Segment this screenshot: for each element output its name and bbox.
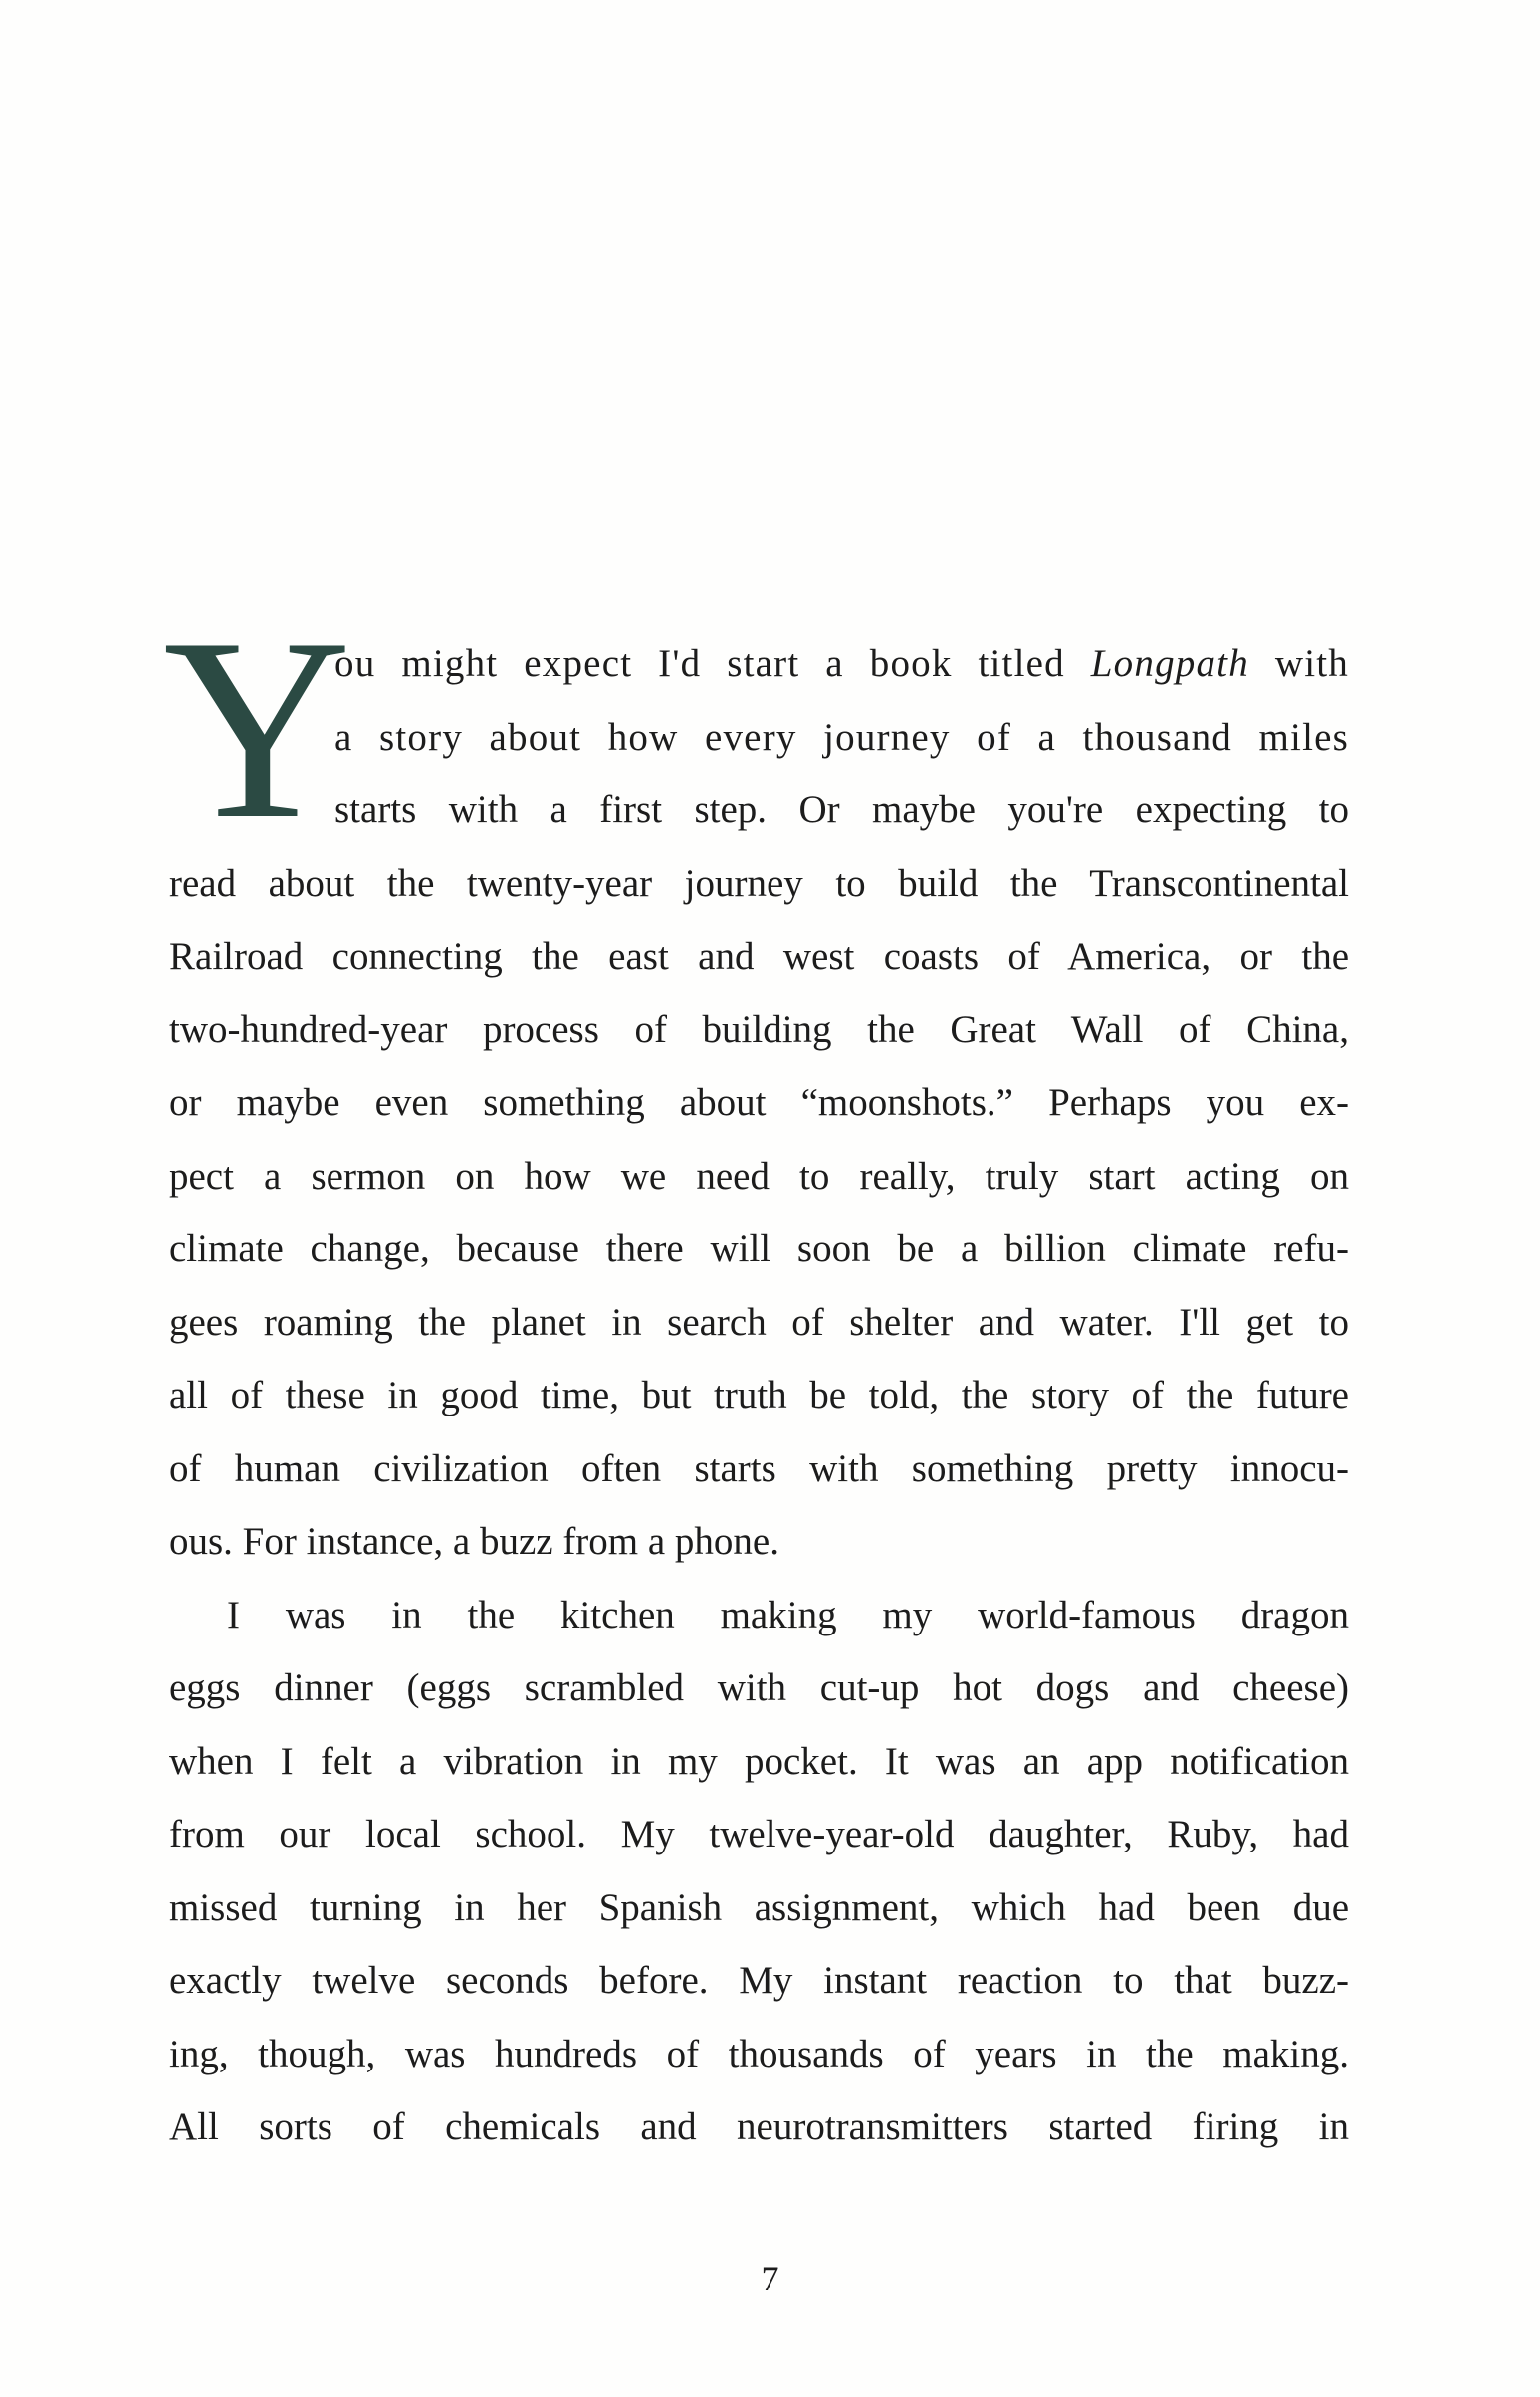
text-line: when I felt a vibration in my pocket. It was an app notification (169, 1739, 1349, 1783)
paragraph-2 (169, 1579, 1349, 2164)
body-text (163, 584, 1349, 2164)
text-line: two-hundred-year process of building the Great Wall of China, (169, 1007, 1349, 1051)
text-line: climate change, because there will soon be a billion climate refu- (169, 1227, 1349, 1270)
text-line: All sorts of chemicals and neurotransmitters started firing in (169, 2105, 1349, 2148)
text-line: read about the twenty-year journey to build the Transcontinental (169, 861, 1349, 905)
text-line: or maybe even something about “moonshots.” Perhaps you ex- (169, 1081, 1349, 1124)
book-title: Longpath (1090, 642, 1249, 685)
text-line: ous. For instance, a buzz from a phone. (169, 1520, 779, 1563)
text-line: I was in the kitchen making my world-famous dragon (227, 1593, 1349, 1636)
text-line: from our local school. My twelve-year-old daughter, Ruby, had (169, 1813, 1349, 1855)
text-line: all of these in good time, but truth be told, the story of the future (169, 1374, 1349, 1416)
text-line: missed turning in her Spanish assignment, which had been due (169, 1885, 1349, 1929)
page-number: 7 (761, 2259, 779, 2298)
drop-cap: Y (163, 584, 352, 873)
text-line: ou might expect I'd start a book titled Longpath with (334, 642, 1349, 685)
text-line: pect a sermon on how we need to really, truly start acting on (169, 1154, 1349, 1198)
text-line: Railroad connecting the east and west coasts of America, or the (169, 935, 1349, 978)
text-line: exactly twelve seconds before. My instant reaction to that buzz- (169, 1959, 1349, 2002)
text-line: ing, though, was hundreds of thousands of years in the making. (169, 2032, 1349, 2075)
text-line: of human civilization often starts with something pretty innocu- (169, 1446, 1349, 1490)
text-line: starts with a first step. Or maybe you're expecting to (334, 788, 1349, 831)
text-line: eggs dinner (eggs scrambled with cut-up hot dogs and cheese) (169, 1666, 1349, 1709)
text-line: gees roaming the planet in search of shelter and water. I'll get to (169, 1300, 1349, 1344)
text-line: a story about how every journey of a thousand miles (334, 715, 1349, 759)
